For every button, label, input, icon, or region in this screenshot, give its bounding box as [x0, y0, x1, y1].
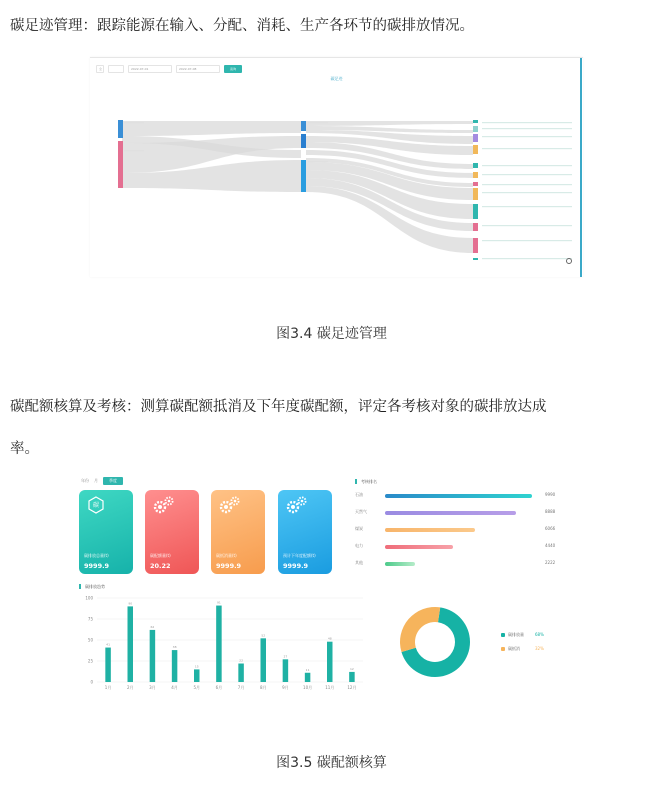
- bar: [216, 606, 222, 682]
- node-label-line: [482, 258, 572, 259]
- sankey-node: [118, 120, 123, 138]
- refresh-icon[interactable]: [566, 258, 572, 264]
- y-tick-label: 100: [85, 595, 93, 601]
- node-label-line: [482, 206, 572, 207]
- x-tick-label: 5月: [193, 685, 201, 690]
- ranking-value: 8888: [545, 509, 556, 514]
- sankey-node: [473, 120, 478, 123]
- legend-percent: 32%: [535, 646, 544, 651]
- y-tick-label: 50: [87, 637, 93, 643]
- figure2-caption: 图3.5 碳配额核算: [276, 755, 387, 771]
- bar: [128, 606, 134, 682]
- node-label-line: [482, 174, 572, 175]
- sankey-node: [473, 238, 478, 253]
- monthly-bar-chart: [77, 592, 367, 702]
- sankey-node: [473, 188, 478, 200]
- sankey-title: 碳足迹: [330, 76, 343, 81]
- ranking-label: 煤炭: [355, 526, 363, 531]
- sankey-node: [473, 223, 478, 231]
- bar-value-label: 27: [283, 654, 288, 659]
- sankey-node: [473, 126, 478, 132]
- kpi-label: 碳排放总量(t): [84, 553, 109, 558]
- node-label-line: [482, 225, 572, 226]
- sankey-node: [301, 121, 306, 131]
- bar-value-label: 90: [128, 601, 133, 606]
- kpi-card[interactable]: [211, 490, 265, 574]
- x-tick-label: 9月: [282, 685, 289, 690]
- y-tick-label: 0: [90, 679, 93, 685]
- bar-value-label: 48: [327, 636, 332, 641]
- kpi-card[interactable]: [79, 490, 133, 574]
- node-label-line: [482, 165, 572, 166]
- node-label-line: [308, 161, 328, 162]
- ranking-label: 天然气: [355, 509, 367, 514]
- x-tick-label: 4月: [171, 685, 178, 690]
- period-chip-quarter[interactable]: 季度: [103, 477, 123, 485]
- bar: [349, 672, 355, 682]
- sankey-node: [473, 163, 478, 168]
- kpi-label: 预计下年度配额(t): [283, 553, 316, 558]
- bar-value-label: 38: [172, 645, 177, 650]
- legend-label: 碳抵消: [508, 646, 520, 651]
- kpi-label: 碳抵消量(t): [216, 553, 237, 558]
- kpi-value: 9999.9: [283, 562, 309, 570]
- x-tick-label: 10月: [303, 685, 313, 690]
- x-tick-label: 8月: [259, 685, 267, 690]
- bar-value-label: 15: [194, 664, 199, 669]
- ranking-label: 石油: [355, 492, 363, 497]
- legend-label: 碳排放量: [508, 632, 524, 637]
- bar: [305, 673, 311, 682]
- node-label-line: [124, 122, 144, 123]
- x-tick-label: 3月: [149, 685, 156, 690]
- ranking-value: 6066: [545, 526, 556, 531]
- bar: [172, 650, 178, 682]
- bar-value-label: 91: [217, 600, 221, 605]
- trend-title: 碳排放趋势: [79, 584, 105, 589]
- sankey-node: [473, 258, 478, 260]
- carbon-quota-dashboard: [73, 472, 583, 727]
- section2-heading-line2: 率。: [10, 441, 39, 457]
- sankey-link: [122, 121, 301, 136]
- gears-icon: [219, 496, 237, 514]
- ranking-title: 考核排名: [355, 479, 377, 484]
- x-tick-label: 1月: [104, 685, 112, 690]
- bar-value-label: 62: [150, 624, 155, 629]
- bar-value-label: 22: [239, 658, 243, 663]
- figure1-caption: 图3.4 碳足迹管理: [276, 326, 387, 342]
- bar: [150, 630, 156, 682]
- node-label-line: [308, 122, 328, 123]
- bar-value-label: 11: [305, 667, 310, 672]
- node-label-line: [482, 240, 572, 241]
- legend-swatch: [501, 633, 505, 637]
- section1-heading: 碳足迹管理：跟踪能源在输入、分配、消耗、生产各环节的碳排放情况。: [10, 18, 474, 34]
- date-from-input[interactable]: 2022-07-01: [128, 65, 172, 73]
- sankey-node: [301, 160, 306, 192]
- ranking-value: 9990: [545, 492, 556, 497]
- query-button[interactable]: 查询: [224, 65, 242, 73]
- ranking-bar: [385, 528, 475, 532]
- sankey-node: [473, 172, 478, 178]
- kpi-value: 9999.9: [84, 562, 110, 570]
- node-label-line: [124, 150, 144, 151]
- bar: [238, 664, 244, 682]
- node-label-line: [482, 122, 572, 123]
- date-to-input[interactable]: 2022-07-08: [176, 65, 220, 73]
- kpi-value: 20.22: [150, 562, 171, 570]
- gears-icon: [153, 496, 171, 514]
- bar: [327, 642, 333, 682]
- bar: [194, 669, 200, 682]
- x-tick-label: 11月: [325, 685, 335, 690]
- section2-heading-line1: 碳配额核算及考核：测算碳配额抵消及下年度碳配额，评定各考核对象的碳排放达成: [10, 399, 547, 415]
- gears-icon: [286, 496, 304, 514]
- carbon-icon: [87, 496, 105, 514]
- sankey-node: [118, 141, 123, 188]
- kpi-card[interactable]: [278, 490, 332, 574]
- sankey-node: [473, 145, 478, 154]
- bar: [105, 648, 111, 682]
- node-label-line: [482, 184, 572, 185]
- period-chip-year[interactable]: 年份: [81, 478, 89, 483]
- badge-text: 碳: [92, 502, 99, 509]
- sankey-node: [473, 204, 478, 219]
- sankey-link: [306, 121, 473, 126]
- ranking-label: 其他: [355, 560, 363, 565]
- ranking-value: 4440: [545, 543, 556, 548]
- sankey-links: [122, 121, 473, 253]
- node-label-line: [482, 148, 572, 149]
- kpi-value: 9999.9: [216, 562, 242, 570]
- x-tick-label: 6月: [215, 685, 223, 690]
- sankey-node: [301, 134, 306, 148]
- x-tick-label: 7月: [237, 685, 245, 690]
- x-tick-label: 12月: [347, 685, 357, 690]
- type-select[interactable]: 全: [96, 65, 104, 73]
- ranking-bar: [385, 562, 415, 566]
- donut-slice: [400, 607, 440, 652]
- legend-swatch: [501, 647, 505, 651]
- bar: [283, 659, 289, 682]
- ranking-bar: [385, 545, 453, 549]
- legend-percent: 68%: [535, 632, 544, 637]
- kpi-card[interactable]: [145, 490, 199, 574]
- sankey-node: [473, 134, 478, 142]
- x-tick-label: 2月: [126, 685, 134, 690]
- sankey-figure: [90, 57, 583, 277]
- node-label-line: [482, 192, 572, 193]
- ranking-label: 电力: [355, 543, 363, 548]
- bar-value-label: 52: [261, 633, 266, 638]
- ranking-value: 2222: [545, 560, 556, 565]
- period-chip-month[interactable]: 月: [94, 478, 98, 483]
- node-label-line: [482, 136, 572, 137]
- ranking-bar: [385, 511, 516, 515]
- sankey-diagram: [90, 58, 583, 277]
- y-tick-label: 25: [87, 658, 93, 664]
- sankey-node: [473, 182, 478, 186]
- ranking-bar: [385, 494, 532, 498]
- node-label-line: [482, 128, 572, 129]
- y-tick-label: 75: [87, 616, 93, 622]
- bar-value-label: 12: [350, 666, 354, 671]
- donut-chart: [395, 602, 475, 682]
- bar: [261, 638, 267, 682]
- kpi-label: 碳配额量(t): [150, 553, 171, 558]
- bar-value-label: 41: [106, 642, 110, 647]
